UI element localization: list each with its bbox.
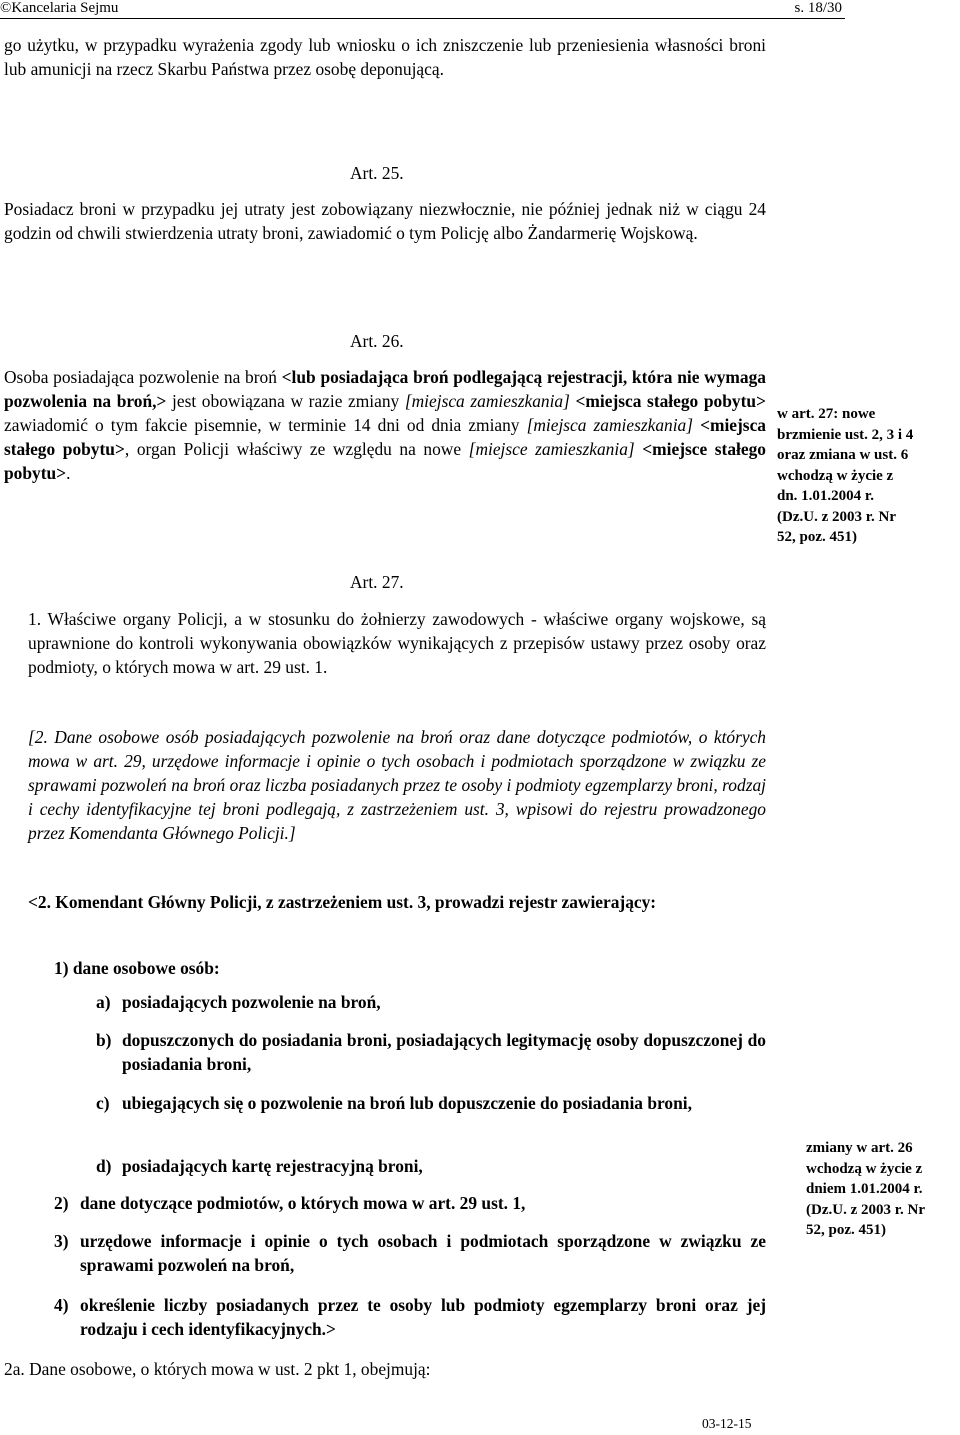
intro-paragraph: go użytku, w przypadku wyrażenia zgody lub wniosku o ich zniszczenie lub przeniesienia własności broni lub amunicji na rzecz Skarbu Państwa przez osobę deponującą. <box>4 35 766 79</box>
art-26-seg: Osoba posiadająca pozwolenie na broń <box>4 367 282 387</box>
lit-d-text: posiadających kartę rejestracyjną broni, <box>122 1156 423 1176</box>
art-26-title: Art. 26. <box>350 331 404 351</box>
margin-note-art-27 <box>777 404 957 548</box>
art-27-ust-1: 1. Właściwe organy Policji, a w stosunku do żołnierzy zawodowych - właściwe organy wojskowe, są uprawnione do kontroli wykonywania obowiązków wynikających z przepisów ustawy przez osoby oraz podmioty, o których mowa w art. 29 ust. 1. <box>28 609 766 677</box>
lit-b-text: dopuszczonych do posiadania broni, posiadających legitymację osoby dopuszczonej do posiadania broni, <box>122 1030 766 1074</box>
art-26-deleted: [miejsce zamieszkania] <box>468 439 635 459</box>
art-26-seg: . <box>66 463 71 483</box>
lit-a-label: a) <box>96 992 111 1012</box>
art-26-insert: <lub posiadająca broń podlegającą rejestracji, która nie wymaga pozwolenia na broń,> <box>4 367 766 411</box>
lit-c-label: c) <box>96 1093 110 1113</box>
art-26-seg <box>693 415 700 435</box>
art-27-title: Art. 27. <box>350 572 404 592</box>
lit-b-label: b) <box>96 1030 112 1050</box>
margin-note-line: brzmienie ust. 2, 3 i 4 <box>777 426 914 443</box>
margin-note-line: (Dz.U. z 2003 r. Nr <box>806 1201 925 1218</box>
page-number: s. 18/30 <box>794 0 842 16</box>
margin-note-line: wchodzą w życie z <box>806 1160 923 1177</box>
margin-note-line: 52, poz. 451) <box>777 529 857 545</box>
art-26-insert: <miejsca stałego pobytu> <box>575 391 766 411</box>
art-26-insert: <miejsca stałego pobytu> <box>4 415 766 459</box>
art-25-text: Posiadacz broni w przypadku jej utraty jest zobowiązany niezwłocznie, nie później jednak niż w ciągu 24 godzin od chwili stwierdzenia utraty broni, zawiadomić o tym Policję albo Żandarmerię Wojskową. <box>4 199 766 243</box>
header-rule <box>0 18 845 19</box>
art-27-pkt-1: 1) dane osobowe osób: <box>54 958 220 978</box>
pkt-4-text: określenie liczby posiadanych przez te osoby lub podmioty egzemplarzy broni oraz jej rodzaju i cech identyfikacyjnych.> <box>80 1295 766 1339</box>
art-26-text <box>4 365 766 485</box>
pkt-2-label: 2) <box>54 1193 69 1213</box>
art-27-ust-2-new: <2. Komendant Główny Policji, z zastrzeżeniem ust. 3, prowadzi rejestr zawierający: <box>28 892 657 912</box>
header-source: ©Kancelaria Sejmu <box>0 0 119 16</box>
art-26-seg: zawiadomić o tym fakcie pisemnie, w terminie 14 dni od dnia zmiany <box>4 415 527 435</box>
art-27-ust-2-old: [2. Dane osobowe osób posiadających pozwolenie na broń oraz dane dotyczące podmiotów, o których mowa w art. 29, urzędowe informacje i opinie o tych osobach i podmiotach sporządzone w związku ze sprawami pozwoleń na broń oraz liczba posiadanych przez te osoby i podmioty egzemplarzy broni, rodzaj i cechy identyfikacyjne tej broni podlegają, z zastrzeżeniem ust. 3, wpisowi do rejestru prowadzonego przez Komendanta Głównego Policji.] <box>28 727 766 843</box>
margin-note-line: w art. 27: nowe <box>777 406 876 422</box>
art-25-title: Art. 25. <box>350 163 404 183</box>
margin-note-art-26 <box>806 1138 958 1241</box>
pkt-4-label: 4) <box>54 1295 69 1315</box>
margin-note-line: (Dz.U. z 2003 r. Nr <box>777 508 896 525</box>
art-26-seg: , organ Policji właściwy ze względu na nowe <box>124 439 469 459</box>
lit-a-text: posiadających pozwolenie na broń, <box>122 992 381 1012</box>
pkt-3-label: 3) <box>54 1231 69 1251</box>
margin-note-line: oraz zmiana w ust. 6 <box>777 447 909 463</box>
lit-d-label: d) <box>96 1156 112 1176</box>
footer-date: 03-12-15 <box>702 1416 752 1431</box>
pkt-3-text: urzędowe informacje i opinie o tych osobach i podmiotach sporządzone w związku ze sprawami pozwoleń na broń, <box>80 1231 766 1275</box>
art-26-insert: <miejsce stałego pobytu> <box>4 439 766 483</box>
art-26-seg: jest obowiązana w razie zmiany <box>166 391 405 411</box>
lit-c-text: ubiegających się o pozwolenie na broń lub dopuszczenie do posiadania broni, <box>122 1093 692 1113</box>
art-27-ust-2a: 2a. Dane osobowe, o których mowa w ust. 2 pkt 1, obejmują: <box>4 1359 431 1379</box>
pkt-2-text: dane dotyczące podmiotów, o których mowa w art. 29 ust. 1, <box>80 1193 526 1213</box>
art-26-deleted: [miejsca zamieszkania] <box>404 391 570 411</box>
margin-note-line: wchodzą w życie z <box>777 467 894 484</box>
margin-note-line: 52, poz. 451) <box>806 1222 886 1238</box>
margin-note-line: dn. 1.01.2004 r. <box>777 488 874 504</box>
art-26-deleted: [miejsca zamieszkania] <box>526 415 694 435</box>
margin-note-line: dniem 1.01.2004 r. <box>806 1181 923 1197</box>
margin-note-line: zmiany w art. 26 <box>806 1140 913 1156</box>
